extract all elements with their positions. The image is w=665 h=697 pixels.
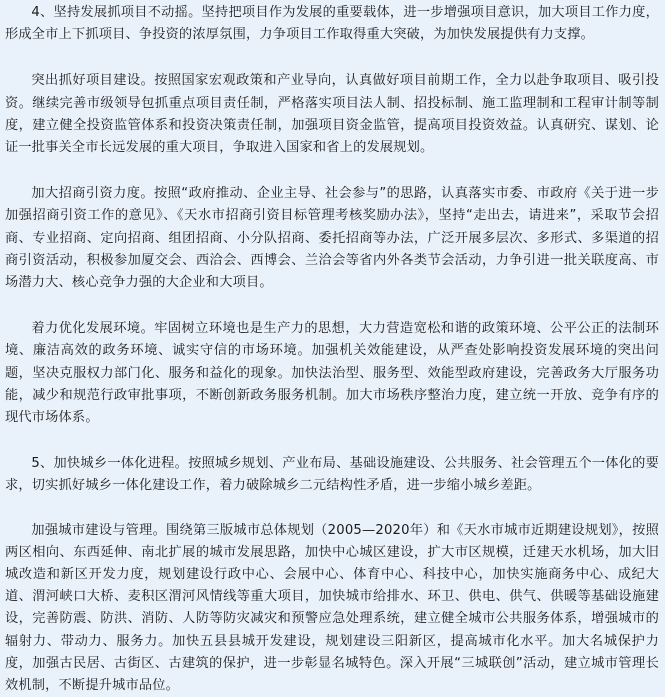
- paragraph-urban-rural-integration: 5、加快城乡一体化进程。按照城乡规划、产业布局、基础设施建设、公共服务、社会管理五个一体化的要求，切实抓好城乡一体化建设工作，着力破除城乡二元结构性矛盾，进一步缩小城乡差距。: [5, 456, 659, 494]
- paragraph-urban-construction: 加强城市建设与管理。围绕第三版城市总体规划（2005—2020年）和《天水市城市近期建设规划》，按照两区相向、东西延伸、南北扩展的城市发展思路，加快中心城区建设，扩大市区规模，迁建天水机场，加大旧城改造和新区开发力度，规划建设行政中心、会展中心、体育中心、科技中心，加快实施商务中心、成纪大道、渭河峡口大桥、麦积区渭河风情线等重大项目，加快城市给排水、环卫、供电、供气、供暖等基础设施建设，完善防震、防洪、消防、人防等防灾减灾和预警应急处理系统，建立健全城市公共服务体系，增强城市的辐射力、带动力、服务力。加快五县县城开发建设，规划建设三阳新区，提高城市化水平。加大名城保护力度，加强古民居、古街区、古建筑的保护，进一步彰显名城特色。深入开展“三城联创”活动，建立城市管理长效机制，不断提升城市品位。: [5, 522, 659, 694]
- paragraph-investment-attraction: 加大招商引资力度。按照“政府推动、企业主导、社会参与”的思路，认真落实市委、市政府《关于进一步加强招商引资工作的意见》、《天水市招商引资目标管理考核奖励办法》，坚持“走出去，请进来”，采取节会招商、专业招商、定向招商、组团招商、小分队招商、委托招商等办法，广泛开展多层次、多形式、多渠道的招商引资活动，积极参加厦交会、西洽会、西博会、兰洽会等省内外各类节会活动，力争引进一批关联度高、市场潜力大、核心竞争力强的大企业和大项目。: [5, 186, 660, 291]
- paragraph-development-environment: 着力优化发展环境。牢固树立环境也是生产力的思想，大力营造宽松和谐的政策环境、公平公正的法制环境、廉洁高效的政务环境、诚实守信的市场环境。加强机关效能建设，从严查处影响投资发展环境的突出问题，坚决克服权力部门化、服务和益化的现象。加快法治型、服务型、效能型政府建设，完善政务大厅服务功能，减少和规范行政审批事项，不断创新政务服务机制。加大市场秩序整治力度，建立统一开放、竞争有序的现代市场体系。: [5, 321, 659, 426]
- paragraph-project-construction: 突出抓好项目建设。按照国家宏观政策和产业导向，认真做好项目前期工作，全力以赴争取项目、吸引投资。继续完善市级领导包抓重点项目责任制，严格落实项目法人制、招投标制、施工监理制和工程审计制等制度，建立健全投资监管体系和投资决策责任制，加强项目资金监管，提高项目投资效益。认真研究、谋划、论证一批事关全市长远发展的重大项目，争取进入国家和省上的发展规划。: [5, 73, 659, 156]
- paragraph-project-principle: 4、坚持发展抓项目不动摇。坚持把项目作为发展的重要载体，进一步增强项目意识，加大项目工作力度，形成全市上下抓项目、争投资的浓厚氛围，力争项目工作取得重大突破，为加快发展提供有力支撑。: [5, 5, 659, 43]
